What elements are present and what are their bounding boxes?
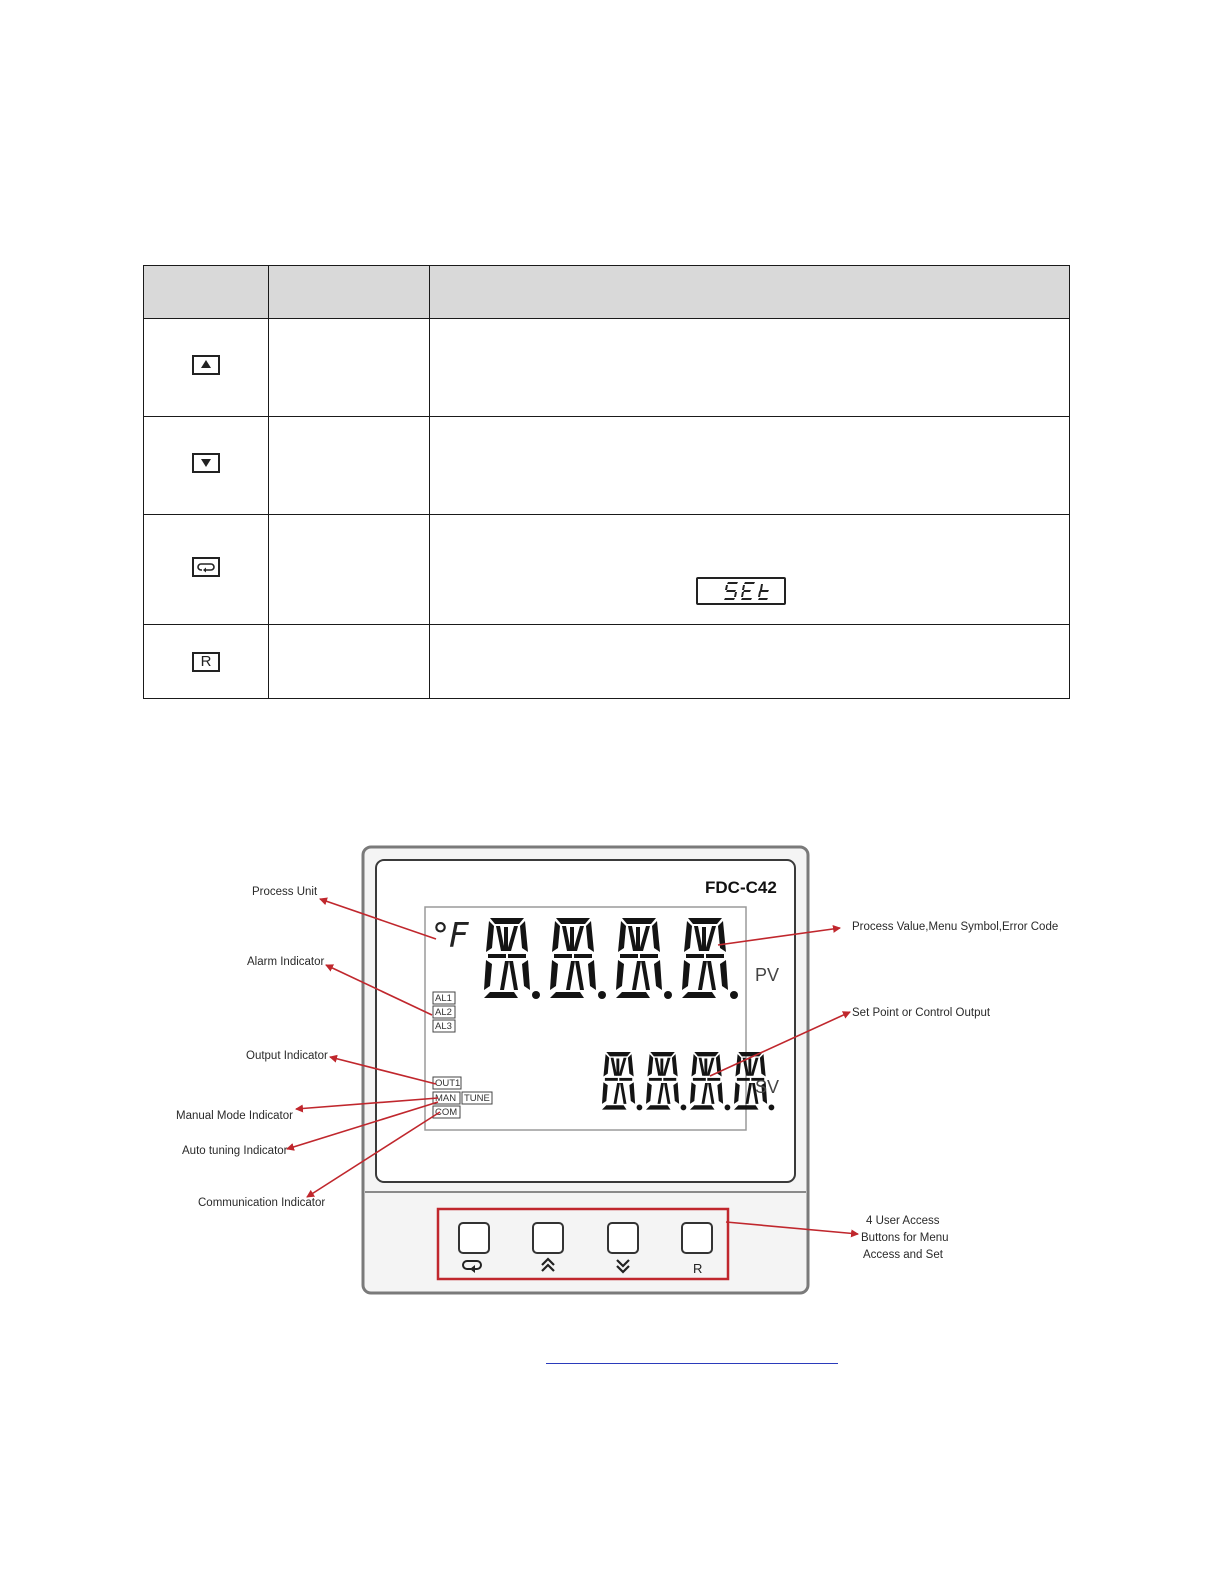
controller-front-panel-diagram [170,840,1070,1310]
al3-indicator: AL3 [435,1021,452,1032]
page-scroll-key-icon [192,557,220,577]
process-unit-callout: Process Unit [252,886,318,898]
process-unit-display: °F [432,916,469,956]
al1-indicator: AL1 [435,993,452,1004]
function-cell [430,319,1070,417]
auto-tuning-callout: Auto tuning Indicator [182,1145,288,1157]
com-indicator: COM [435,1107,458,1118]
communication-callout: Communication Indicator [198,1197,326,1209]
function-cell [430,515,1070,625]
function-cell [430,417,1070,515]
name-cell [269,319,430,417]
pv-label: PV [755,965,780,985]
reset-key-icon [192,652,220,672]
set-display-icon [696,577,786,605]
alarm-indicator-callout: Alarm Indicator [247,956,325,968]
table-row [144,417,1070,515]
down-button[interactable] [608,1223,638,1253]
key-function-table [143,265,1070,699]
header-cell-function [430,266,1070,319]
user-buttons-callout-line2: Buttons for Menu [861,1232,949,1244]
process-value-callout: Process Value,Menu Symbol,Error Code [852,921,1059,933]
key-cell [144,515,269,625]
up-arrow-key-icon [192,355,220,375]
hyperlink-underline[interactable] [546,1363,838,1364]
reset-button[interactable] [682,1223,712,1253]
up-button[interactable] [533,1223,563,1253]
table-row [144,515,1070,625]
tune-indicator: TUNE [464,1093,490,1104]
output-indicator-callout: Output Indicator [246,1050,328,1062]
table-row [144,319,1070,417]
user-buttons-callout-line1: 4 User Access [866,1215,940,1227]
alarm-indicators [433,992,455,1032]
down-arrow-key-icon [192,453,220,473]
function-cell [430,625,1070,699]
out1-indicator: OUT1 [435,1078,461,1089]
key-cell [144,417,269,515]
header-cell-key [144,266,269,319]
al2-indicator: AL2 [435,1007,452,1018]
reset-key-letter: R [200,652,212,670]
manual-mode-callout: Manual Mode Indicator [176,1110,293,1122]
header-cell-name [269,266,430,319]
name-cell [269,625,430,699]
reset-button-label: R [693,1261,703,1276]
key-cell [144,625,269,699]
set-segment-display [698,579,784,603]
set-point-callout: Set Point or Control Output [852,1007,991,1019]
table-header-row [144,266,1070,319]
key-cell [144,319,269,417]
name-cell [269,417,430,515]
table-row [144,625,1070,699]
sv-label: SV [755,1077,780,1097]
model-label: FDC-C42 [705,878,777,897]
page-scroll-button[interactable] [459,1223,489,1253]
name-cell [269,515,430,625]
user-buttons-callout-line3: Access and Set [863,1249,943,1261]
man-indicator: MAN [435,1093,457,1104]
